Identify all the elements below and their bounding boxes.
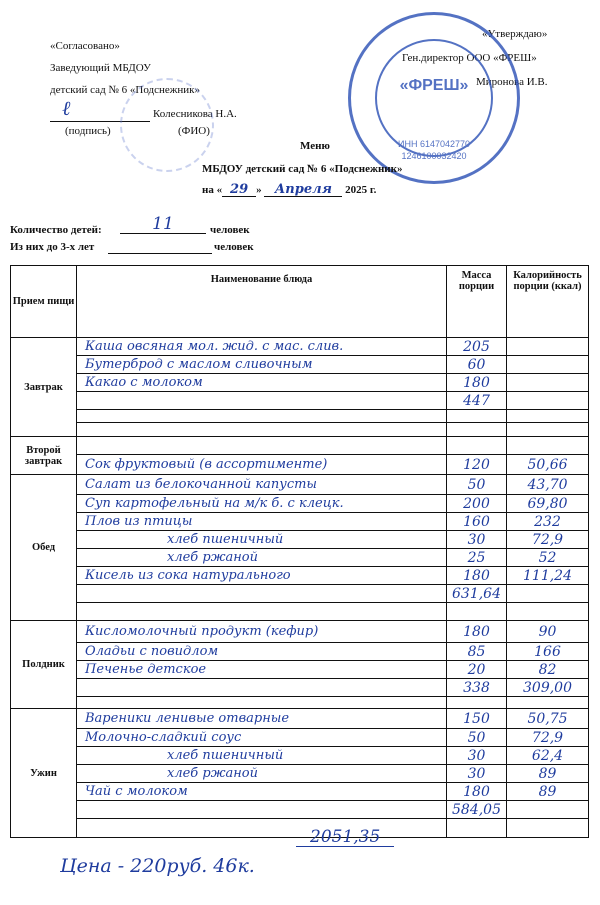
- dish-cell: [77, 513, 447, 531]
- dish-name: Оладьи с повидлом: [85, 645, 219, 658]
- dish-kcal: 62,4: [531, 747, 564, 764]
- menu-date: [202, 183, 376, 197]
- table-row: [11, 679, 589, 697]
- dish-name: Печенье детское: [85, 663, 207, 676]
- kcal-cell: [507, 709, 589, 729]
- mass-cell: [447, 392, 507, 410]
- mass-cell: [447, 643, 507, 661]
- dish-kcal: 90: [538, 623, 557, 640]
- table-header-row: [11, 266, 589, 338]
- dish-name: Салат из белокочанной капусты: [85, 478, 318, 491]
- dish-mass: 180: [463, 623, 490, 640]
- dish-name: Чай с молоком: [85, 785, 188, 798]
- dish-name: хлеб пшеничный: [167, 749, 284, 762]
- kcal-cell: [507, 661, 589, 679]
- stamp-company-name: «ФРЕШ»: [399, 77, 469, 94]
- dish-name: Суп картофельный на м/к б. с клецк.: [85, 497, 344, 510]
- grand-total: 2051,35: [296, 829, 394, 847]
- dish-name: Какао с молоком: [85, 376, 203, 389]
- dish-kcal: 232: [534, 513, 561, 530]
- kcal-cell: [507, 585, 589, 603]
- mass-cell: [447, 423, 507, 437]
- dish-mass: 631,64: [452, 585, 501, 602]
- approve-name: Миронова И.В.: [476, 76, 548, 88]
- dish-name: хлеб ржаной: [167, 767, 258, 780]
- meal-name: Второй завтрак: [11, 437, 77, 475]
- kcal-cell: [507, 455, 589, 475]
- kcal-cell: [507, 338, 589, 356]
- faded-seal: [120, 78, 214, 172]
- dish-cell: [77, 801, 447, 819]
- mass-cell: [447, 765, 507, 783]
- dish-name: хлеб пшеничный: [167, 533, 284, 546]
- mass-cell: [447, 475, 507, 495]
- menu-title: Меню: [300, 140, 330, 152]
- dish-cell: [77, 423, 447, 437]
- kcal-cell: [507, 729, 589, 747]
- dish-cell: [77, 765, 447, 783]
- mass-cell: [447, 495, 507, 513]
- dish-cell: [77, 475, 447, 495]
- signature-caption: (подпись): [65, 125, 111, 137]
- company-stamp: [348, 12, 520, 184]
- dish-cell: [77, 661, 447, 679]
- dish-cell: [77, 410, 447, 423]
- stamp-ogrn: 1246100032420: [401, 151, 467, 161]
- kcal-cell: [507, 765, 589, 783]
- dish-cell: [77, 697, 447, 709]
- dish-mass: 120: [463, 456, 490, 473]
- table-row: [11, 531, 589, 549]
- dish-cell: [77, 729, 447, 747]
- menu-subtitle: МБДОУ детский сад № 6 «Подснежник»: [202, 163, 403, 175]
- mass-cell: [447, 585, 507, 603]
- dish-cell: [77, 549, 447, 567]
- kcal-cell: [507, 697, 589, 709]
- dish-cell: [77, 621, 447, 643]
- dish-mass: 25: [467, 549, 486, 566]
- dish-mass: 30: [467, 747, 486, 764]
- table-row: [11, 709, 589, 729]
- table-row: [11, 643, 589, 661]
- kcal-cell: [507, 801, 589, 819]
- mass-cell: [447, 513, 507, 531]
- dish-mass: 85: [467, 643, 486, 660]
- dish-mass: 205: [463, 338, 490, 355]
- dish-mass: 180: [463, 567, 490, 584]
- table-row: [11, 374, 589, 392]
- dish-kcal: 111,24: [523, 567, 572, 584]
- table-row: [11, 475, 589, 495]
- table-row: [11, 567, 589, 585]
- dish-cell: [77, 747, 447, 765]
- table-row: [11, 356, 589, 374]
- table-row: [11, 661, 589, 679]
- mass-cell: [447, 338, 507, 356]
- table-row: [11, 603, 589, 621]
- kcal-cell: [507, 356, 589, 374]
- dish-kcal: 72,9: [531, 531, 564, 548]
- table-row: [11, 747, 589, 765]
- dish-mass: 447: [463, 392, 490, 409]
- dish-name: хлеб ржаной: [167, 551, 258, 564]
- dish-cell: [77, 495, 447, 513]
- mass-cell: [447, 437, 507, 455]
- dish-kcal: 89: [538, 765, 557, 782]
- date-prefix: на «: [202, 184, 223, 196]
- table-row: [11, 410, 589, 423]
- signature-scribble: ℓ: [62, 96, 71, 120]
- dish-name: Плов из птицы: [85, 515, 193, 528]
- dish-name: Вареники ленивые отварные: [85, 712, 290, 725]
- dish-mass: 30: [467, 765, 486, 782]
- kcal-cell: [507, 747, 589, 765]
- table-row: [11, 765, 589, 783]
- kcal-cell: [507, 549, 589, 567]
- kcal-cell: [507, 567, 589, 585]
- table-row: [11, 621, 589, 643]
- kcal-cell: [507, 783, 589, 801]
- approval-organization: детский сад № 6 «Подснежник»: [50, 84, 201, 96]
- dish-cell: [77, 643, 447, 661]
- mass-cell: [447, 549, 507, 567]
- dish-mass: 160: [463, 513, 490, 530]
- dish-mass: 180: [463, 783, 490, 800]
- dish-cell: [77, 783, 447, 801]
- dish-cell: [77, 603, 447, 621]
- dish-name: Молочно-сладкий соус: [85, 731, 242, 744]
- col-meal-header: Прием пищи: [11, 266, 77, 338]
- mass-cell: [447, 603, 507, 621]
- kcal-cell: [507, 437, 589, 455]
- price-note: Цена - 220руб. 46к.: [60, 855, 255, 877]
- kcal-cell: [507, 679, 589, 697]
- date-year: 2025 г.: [345, 184, 377, 196]
- mass-cell: [447, 621, 507, 643]
- kcal-cell: [507, 423, 589, 437]
- dish-mass: 30: [467, 531, 486, 548]
- kcal-cell: [507, 495, 589, 513]
- table-row: [11, 338, 589, 356]
- table-row: [11, 437, 589, 455]
- dish-cell: [77, 392, 447, 410]
- meal-name: Полдник: [11, 621, 77, 709]
- kcal-cell: [507, 643, 589, 661]
- kcal-cell: [507, 819, 589, 838]
- dish-kcal: 52: [538, 549, 557, 566]
- meal-name: Завтрак: [11, 338, 77, 437]
- table-row: [11, 455, 589, 475]
- kcal-cell: [507, 621, 589, 643]
- dish-name: Кисель из сока натурального: [85, 569, 291, 582]
- kcal-cell: [507, 603, 589, 621]
- mass-cell: [447, 356, 507, 374]
- table-row: [11, 495, 589, 513]
- kcal-cell: [507, 513, 589, 531]
- dish-kcal: 72,9: [531, 729, 564, 746]
- mass-cell: [447, 801, 507, 819]
- kcal-cell: [507, 392, 589, 410]
- dish-kcal: 166: [534, 643, 561, 660]
- mass-cell: [447, 374, 507, 392]
- kcal-cell: [507, 374, 589, 392]
- dish-mass: 150: [463, 710, 490, 727]
- mass-cell: [447, 567, 507, 585]
- children-unit: человек: [210, 224, 250, 236]
- kcal-cell: [507, 410, 589, 423]
- dish-cell: [77, 585, 447, 603]
- table-row: [11, 549, 589, 567]
- dish-mass: 50: [467, 476, 486, 493]
- kcal-cell: [507, 475, 589, 495]
- dish-name: Каша овсяная мол. жид. с мас. слив.: [85, 340, 344, 353]
- kcal-cell: [507, 531, 589, 549]
- dish-mass: 200: [463, 495, 490, 512]
- dish-mass: 584,05: [452, 801, 501, 818]
- dish-kcal: 50,75: [527, 710, 568, 727]
- dish-kcal: 69,80: [527, 495, 568, 512]
- table-row: [11, 783, 589, 801]
- dish-cell: [77, 709, 447, 729]
- mass-cell: [447, 747, 507, 765]
- dish-kcal: 43,70: [527, 476, 568, 493]
- approve-position: Ген.директор ООО «ФРЕШ»: [402, 52, 537, 64]
- dish-mass: 60: [467, 356, 486, 373]
- table-row: [11, 423, 589, 437]
- dish-mass: 180: [463, 374, 490, 391]
- table-row: [11, 697, 589, 709]
- dish-mass: 338: [463, 679, 490, 696]
- dish-cell: [77, 374, 447, 392]
- dish-name: Сок фруктовый (в ассортименте): [85, 458, 328, 471]
- mass-cell: [447, 783, 507, 801]
- name-caption: (ФИО): [178, 125, 210, 137]
- dish-cell: [77, 567, 447, 585]
- table-row: [11, 513, 589, 531]
- stamp-inn: ИНН 6147042770: [397, 139, 471, 149]
- dish-kcal: 82: [538, 661, 557, 678]
- table-row: [11, 729, 589, 747]
- mass-cell: [447, 697, 507, 709]
- mass-cell: [447, 531, 507, 549]
- table-row: [11, 392, 589, 410]
- col-dish-header: Наименование блюда: [77, 266, 447, 338]
- mass-cell: [447, 729, 507, 747]
- dish-cell: [77, 531, 447, 549]
- dish-mass: 50: [467, 729, 486, 746]
- table-row: [11, 801, 589, 819]
- dish-cell: [77, 437, 447, 455]
- children-count: 11: [120, 216, 206, 234]
- meal-name: Ужин: [11, 709, 77, 838]
- mass-cell: [447, 819, 507, 838]
- approval-title: «Согласовано»: [50, 40, 120, 52]
- date-day: 29: [222, 183, 256, 197]
- under3-label: Из них до 3-х лет: [10, 241, 95, 253]
- meal-name: Обед: [11, 475, 77, 621]
- approval-name: Колесникова Н.А.: [153, 108, 237, 120]
- dish-kcal: 50,66: [527, 456, 568, 473]
- dish-cell: [77, 455, 447, 475]
- mass-cell: [447, 410, 507, 423]
- date-mid: »: [256, 184, 262, 196]
- mass-cell: [447, 661, 507, 679]
- mass-cell: [447, 709, 507, 729]
- under3-unit: человек: [214, 241, 254, 253]
- under3-blank: [108, 253, 212, 254]
- dish-cell: [77, 338, 447, 356]
- date-month: Апреля: [264, 183, 342, 197]
- dish-cell: [77, 679, 447, 697]
- approval-position: Заведующий МБДОУ: [50, 62, 151, 74]
- mass-cell: [447, 679, 507, 697]
- mass-cell: [447, 455, 507, 475]
- dish-kcal: 89: [538, 783, 557, 800]
- col-kcal-header: Калорийность порции (ккал): [507, 266, 589, 338]
- dish-name: Кисломолочный продукт (кефир): [85, 625, 319, 638]
- col-mass-header: Масса порции: [447, 266, 507, 338]
- dish-cell: [77, 356, 447, 374]
- dish-name: Бутерброд с маслом сливочным: [85, 358, 313, 371]
- approve-title: «Утверждаю»: [482, 28, 548, 40]
- dish-mass: 20: [467, 661, 486, 678]
- menu-table: [10, 265, 589, 838]
- dish-kcal: 309,00: [523, 679, 572, 696]
- table-row: [11, 585, 589, 603]
- children-label: Количество детей:: [10, 224, 102, 236]
